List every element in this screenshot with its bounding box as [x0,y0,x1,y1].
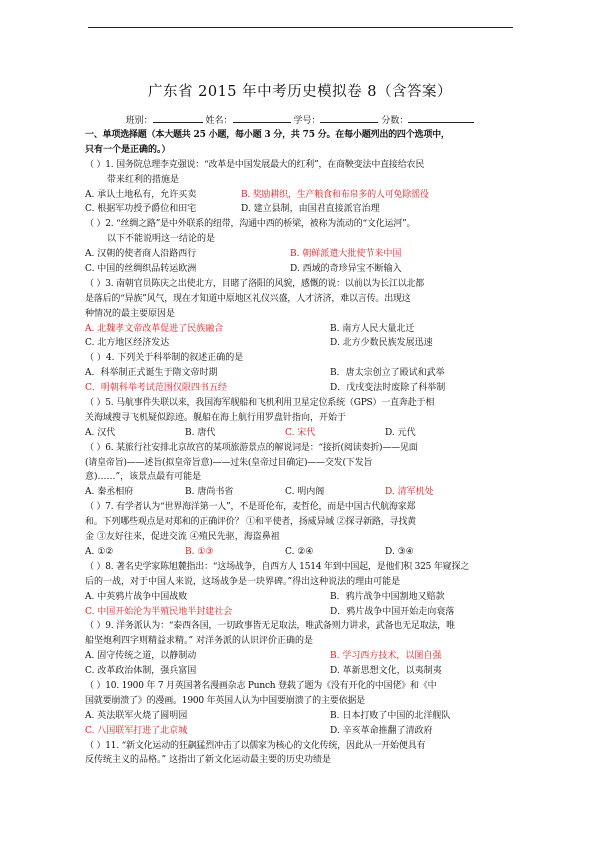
question-stem: 带来红利的措施是 [107,174,180,185]
option-c-answer: C. 八国联军打进了北京城 [85,725,188,736]
option-a: A. 秦丞相府 [85,487,134,498]
header-rule [88,27,513,28]
question-stem: （ ）10. 1900 年 7 月英国著名漫画杂志 Punch 登载了题为《没有开化的中国佬》和《中 [85,680,437,691]
option-d-answer: D. 清军机处 [385,487,434,498]
option-c: C. 明内阁 [285,487,325,498]
option-a: A. 汉代 [85,427,116,438]
option-d: D. ③④ [385,546,414,557]
option-a: A. 中英鸦片战争中国战败 [85,591,188,602]
question-stem: （ ）8. 著名史学家陈旭麓指出：“这场战争，自西方人 1514 年到中国起，是他们积 325 年窥探之 [85,561,470,572]
id-field[interactable] [320,113,378,123]
option-d: D. 革新思想文化，以夷制夷 [330,666,442,677]
option-d: D．戊戌变法时废除了科举制 [330,383,446,394]
question-stem: （ ）3. 南朝官员陈庆之出使北方，目睹了洛阳的风貌，感慨的说：以前以为长江以北都 [85,278,425,289]
question-stem: (请皇帝旨)——述旨(拟皇帝旨意)——过朱(皇帝过目确定)——交发(下发旨 [85,457,373,468]
question-stem: 以下不能说明这一结论的是 [107,234,216,245]
question-stem: （ ）5. 马航事件失联以来，我国海军舰船和飞机利用卫星定位系统（GPS）一直奔赴于相 [85,398,435,409]
student-info-line [0,113,600,126]
option-a: A. 固守传统之道，以静制动 [85,651,197,662]
question-stem: 金 ③友好往来，促进交流 ④殖民先驱，海盗鼻祖 [85,532,280,543]
option-a: A. ①② [85,546,114,557]
name-label: 姓名： [205,116,233,126]
question-stem: 种情况的最主要原因是 [85,308,176,319]
option-c: C. 中国的丝绸织品转运欧洲 [85,264,197,275]
option-c: C. 根据军功授予爵位和田宅 [85,204,197,215]
question-stem: 反传统主义的品格。” 这指出了新文化运动最主要的历史功绩是 [85,755,331,766]
option-c: C. 改革政治体制，强兵富国 [85,666,197,677]
option-b-answer: B. 学习西方技术，以图自强 [330,651,442,662]
page-title: 广东省 2015 年中考历史模拟卷 8（含答案） [148,84,452,100]
option-b: B．鸦片战争中国割地又赔款 [330,591,445,602]
question-stem: 国就要崩溃了》的漫画。1900 年英国人认为中国要崩溃了的主要依据是 [85,695,365,706]
section-heading: 一、单项选择题（本大题共 25 小题，每小题 3 分，共 75 分。在每小题列出的四个选项中， [85,130,450,140]
option-c-answer: C. 宋代 [285,427,316,438]
option-a: A. 承认土地私有，允许买卖 [85,189,197,200]
question-stem: 船坚炮利四字则精益求精。” 对洋务派的认识评价正确的是 [85,636,313,647]
question-stem: 后的一战，对于中国人来说，这场战争是一块界碑。”得出这种说法的理由可能是 [85,576,401,587]
option-a: A. 英法联军火烧了圆明园 [85,710,188,721]
option-c: C. ②④ [285,546,314,557]
question-stem: （ ）9. 洋务派认为：“泰西各国，一切政事皆无足取法，唯武备则力讲求，武备也无足取法，唯 [85,621,455,632]
option-c-answer: C. 中国开始沦为半殖民地半封建社会 [85,606,233,617]
question-stem: （ ）2. “丝绸之路”是中外联系的纽带，沟通中西的桥梁，被称为流动的“文化运河”。 [85,219,416,230]
option-b-answer: B. 奖励耕织，生产粮食和布帛多的人可免除徭役 [241,189,429,200]
name-field[interactable] [233,113,291,123]
question-stem: （ ）1. 国务院总理李克强说：“改革是中国发展最大的红利”，在商鞅变法中直接给农民 [85,159,425,170]
option-c-answer: C．明朝科举考试范围仅限四书五经 [85,383,227,394]
option-b: B. 南方人民大量北迁 [330,323,415,334]
option-b: B. 日本打败了中国的北洋舰队 [330,710,451,721]
option-d: D. 西域的奇珍异宝不断输入 [290,264,402,275]
option-b-answer: B. 朝鲜派遣大批使节来中国 [290,249,402,260]
option-d: D. 辛亥革命推翻了清政府 [330,725,433,736]
option-b-answer: B. ①③ [185,546,214,557]
option-d: D. 元代 [385,427,416,438]
question-stem: （ ）6. 某旅行社安排北京故宫的某项旅游景点的解说词是：“接折(阅读奏折)——见面 [85,442,418,453]
question-stem: 和。下列哪些观点是对郑和的正确评价？ ①和平使者，扬威异域 ②探寻新路，寻找黄 [85,517,416,528]
option-d: D. 北方少数民族发展迅速 [330,338,433,349]
option-b: B. 唐代 [185,427,216,438]
option-d: D. 建立县制，由国君直接派官治理 [241,204,380,215]
option-a-answer: A. 北魏孝文帝改革促进了民族融合 [85,323,224,334]
option-d: D．鸦片战争中国开始走向衰落 [330,606,455,617]
section-heading-cont: 只有一个是正确的。） [85,144,171,155]
score-field[interactable] [408,113,474,123]
question-stem: （ ）7. 有学者认为“世界海洋第一人”，不是哥伦布，麦哲伦，而是中国古代航海家郑 [85,502,416,513]
question-stem: （ ）11. “新文化运动的狂飙猛烈冲击了以儒家为核心的文化传统，因此从一开始便具有 [85,740,426,751]
score-label: 分数： [381,116,409,126]
option-a: A．科举制正式诞生于隋文帝时期 [85,368,218,379]
question-stem: 是落后的“异族”风气，现在才知道中原地区礼仪兴盛，人才济济，难以言传。出现这 [85,293,411,304]
option-b: B. 唐尚书省 [185,487,234,498]
id-label: 学号： [293,116,321,126]
question-stem: 意)……”，该景点最有可能是 [85,472,202,483]
question-list [85,128,525,768]
option-b: B．唐太宗创立了殿试和武举 [330,368,445,379]
option-a: A. 汉朝的使者商人沿路西行 [85,249,197,260]
class-field[interactable] [153,113,203,123]
class-label: 班别： [125,116,153,126]
question-stem: （ ）4. 下列关于科举制的叙述正确的是 [85,353,244,364]
option-c: C. 北方地区经济发达 [85,338,170,349]
question-stem: 关海域搜寻飞机疑似踪迹。舰船在海上航行用罗盘针指向，开始于 [85,412,347,423]
